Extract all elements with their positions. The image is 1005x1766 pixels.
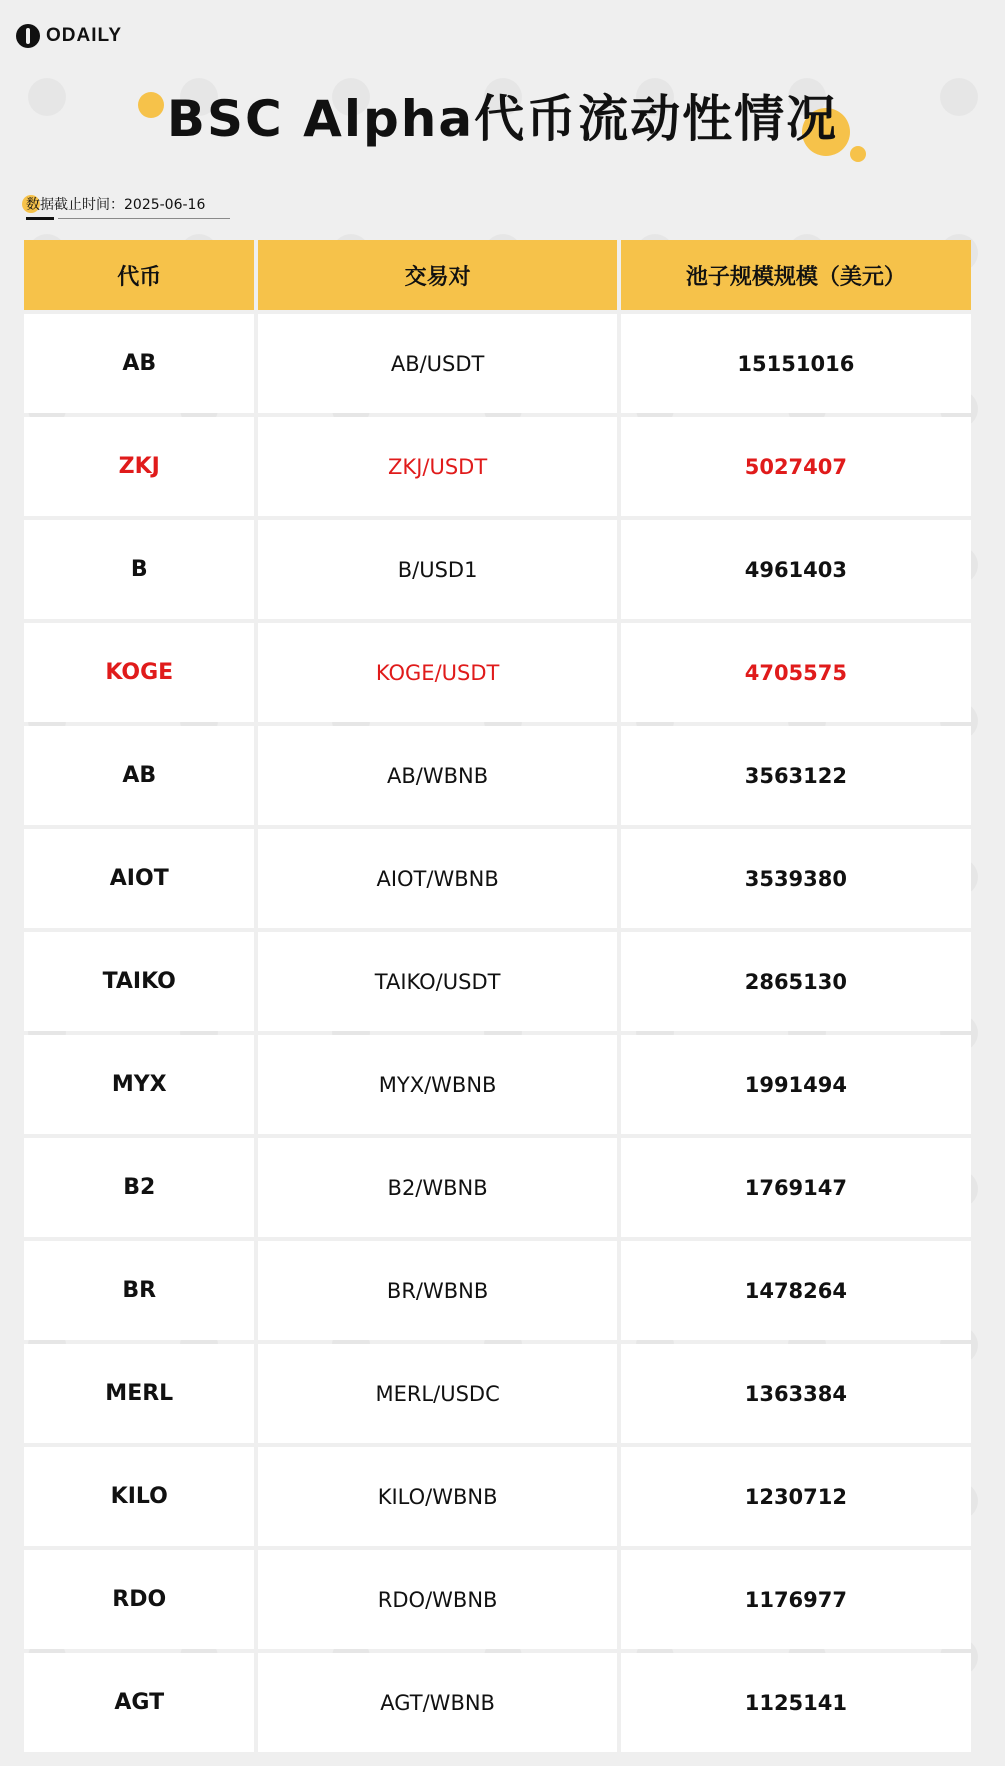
odaily-logo-icon <box>16 24 40 48</box>
brand-logo <box>16 24 122 48</box>
table-row <box>24 417 971 516</box>
token-cell: KILO <box>24 1447 254 1546</box>
pool-size-cell: 5027407 <box>621 417 971 516</box>
pool-size-cell: 2865130 <box>621 932 971 1031</box>
table-row <box>24 623 971 722</box>
pool-size-cell: 3563122 <box>621 726 971 825</box>
pair-cell: MYX/WBNB <box>258 1035 616 1134</box>
table-row <box>24 520 971 619</box>
pool-size-cell: 3539380 <box>621 829 971 928</box>
token-cell: ZKJ <box>24 417 254 516</box>
pair-cell: AB/WBNB <box>258 726 616 825</box>
pair-cell: AIOT/WBNB <box>258 829 616 928</box>
pool-size-cell: 1478264 <box>621 1241 971 1340</box>
token-cell: RDO <box>24 1550 254 1649</box>
header-token: 代币 <box>24 240 254 310</box>
pair-cell: AB/USDT <box>258 314 616 413</box>
pool-size-cell: 1125141 <box>621 1653 971 1752</box>
header-pool-size: 池子规模规模（美元） <box>621 240 971 310</box>
token-cell: KOGE <box>24 623 254 722</box>
pool-size-cell: 15151016 <box>621 314 971 413</box>
decor-dot-icon <box>850 146 866 162</box>
pair-cell: B/USD1 <box>258 520 616 619</box>
token-cell: MYX <box>24 1035 254 1134</box>
date-underline <box>58 218 230 219</box>
table-row <box>24 1035 971 1134</box>
pool-size-cell: 4961403 <box>621 520 971 619</box>
date-value: 2025-06-16 <box>124 197 206 213</box>
table-row <box>24 829 971 928</box>
token-cell: BR <box>24 1241 254 1340</box>
pool-size-cell: 1363384 <box>621 1344 971 1443</box>
table-row <box>24 932 971 1031</box>
pair-cell: BR/WBNB <box>258 1241 616 1340</box>
token-cell: AB <box>24 726 254 825</box>
page-title: BSC Alpha代币流动性情况 <box>166 90 839 148</box>
data-date <box>26 194 205 214</box>
token-cell: MERL <box>24 1344 254 1443</box>
pair-cell: B2/WBNB <box>258 1138 616 1237</box>
token-cell: AGT <box>24 1653 254 1752</box>
title-area <box>0 84 1005 174</box>
table-header-row <box>24 240 971 310</box>
table-row <box>24 1447 971 1546</box>
table-row <box>24 314 971 413</box>
table-row <box>24 1344 971 1443</box>
date-underline-accent <box>26 217 54 220</box>
pool-size-cell: 1176977 <box>621 1550 971 1649</box>
pair-cell: AGT/WBNB <box>258 1653 616 1752</box>
table-row <box>24 726 971 825</box>
pair-cell: RDO/WBNB <box>258 1550 616 1649</box>
date-label: 数据截止时间： <box>26 197 124 213</box>
header-pair: 交易对 <box>258 240 616 310</box>
pool-size-cell: 1769147 <box>621 1138 971 1237</box>
table-row <box>24 1653 971 1752</box>
brand-name: ODAILY <box>46 25 123 46</box>
pair-cell: KOGE/USDT <box>258 623 616 722</box>
token-cell: B <box>24 520 254 619</box>
table-row <box>24 1241 971 1340</box>
pool-size-cell: 1230712 <box>621 1447 971 1546</box>
liquidity-table <box>24 236 979 1756</box>
pool-size-cell: 1991494 <box>621 1035 971 1134</box>
token-cell: TAIKO <box>24 932 254 1031</box>
pair-cell: ZKJ/USDT <box>258 417 616 516</box>
token-cell: B2 <box>24 1138 254 1237</box>
table-row <box>24 1550 971 1649</box>
pair-cell: KILO/WBNB <box>258 1447 616 1546</box>
pair-cell: MERL/USDC <box>258 1344 616 1443</box>
pair-cell: TAIKO/USDT <box>258 932 616 1031</box>
table-row <box>24 1138 971 1237</box>
pool-size-cell: 4705575 <box>621 623 971 722</box>
token-cell: AB <box>24 314 254 413</box>
token-cell: AIOT <box>24 829 254 928</box>
